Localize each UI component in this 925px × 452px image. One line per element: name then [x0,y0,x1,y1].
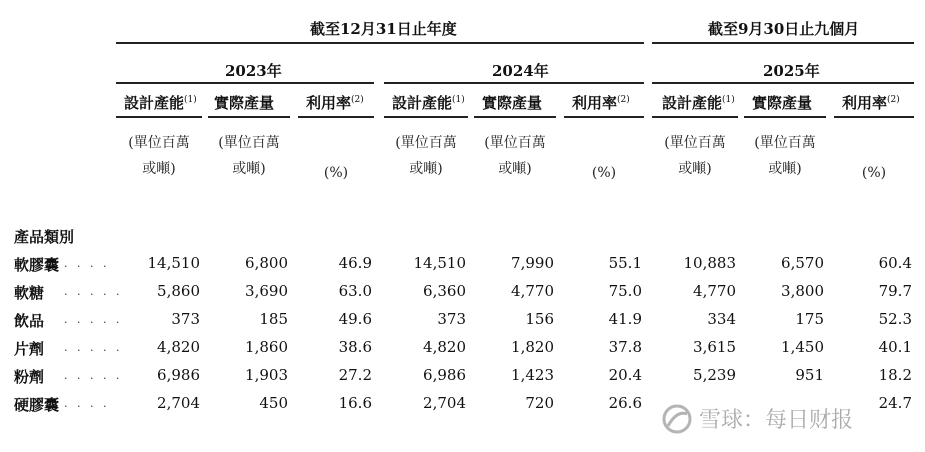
table-cell: 4,820 [423,338,466,356]
unit-capacity-2024: (單位百萬 或噸) [395,135,457,177]
row-label: 片劑 [14,340,45,358]
table-cell: 7,990 [511,254,554,272]
table-cell: 2,704 [157,394,200,412]
snowball-logo-icon [664,406,690,432]
col-rule-2025-a [652,116,738,118]
table-cell: 18.2 [878,366,912,384]
year-header-2023: 2023年 [225,62,282,80]
table-cell: 24.7 [878,394,912,412]
table-cell: 5,239 [693,366,736,384]
table-cell: 38.6 [338,338,372,356]
year-rule-2025 [652,82,914,84]
row-label: 軟糖 [14,284,45,302]
period-rule-fy [116,42,644,44]
table-cell: 6,360 [423,282,466,300]
table-cell: 334 [707,310,736,328]
col-output-2023: 實際產量 [214,94,275,112]
table-cell: 46.9 [338,254,372,272]
watermark [655,396,917,442]
row-leader-dots: . . . . . [64,313,123,326]
table-cell: 185 [259,310,288,328]
table-cell: 79.7 [878,282,912,300]
table-cell: 5,860 [157,282,200,300]
table-cell: 1,820 [511,338,554,356]
unit-pct-2025: (%) [861,165,887,181]
unit-output-2024: (單位百萬 或噸) [484,135,546,177]
year-rule-2023 [116,82,374,84]
col-rule-2024-c [564,116,644,118]
table-cell: 20.4 [608,366,642,384]
table-cell: 75.0 [608,282,642,300]
section-label: 產品類別 [14,228,75,246]
table-cell: 3,800 [781,282,824,300]
row-leader-dots: . . . . . [64,341,123,354]
table-cell: 60.4 [878,254,912,272]
col-rule-2023-b [208,116,290,118]
col-utilization-2023: 利用率$^{(2)}$ [306,94,364,112]
row-leader-dots: . . . . . [64,369,123,382]
year-header-2025: 2025年 [763,62,820,80]
unit-output-2025: (單位百萬 或噸) [754,135,816,177]
row-leader-dots: . . . . [64,397,110,410]
col-rule-2025-c [834,116,914,118]
table-cell: 4,770 [511,282,554,300]
col-rule-2025-b [744,116,826,118]
col-output-2025: 實際產量 [752,94,813,112]
col-capacity-2023: 設計產能$^{(1)}$ [124,94,197,112]
row-label: 飲品 [14,312,45,330]
unit-output-2023: (單位百萬 或噸) [218,135,280,177]
unit-pct-2023: (%) [323,165,349,181]
row-leader-dots: . . . . . [64,285,123,298]
watermark-text: 雪球：每日财报 [699,408,854,433]
table-cell: 2,704 [423,394,466,412]
table-cell: 1,450 [781,338,824,356]
table-cell: 156 [525,310,554,328]
unit-capacity-2023: (單位百萬 或噸) [128,135,190,177]
table-cell: 450 [259,394,288,412]
col-capacity-2025: 設計產能$^{(1)}$ [662,94,735,112]
table-cell: 175 [795,310,824,328]
table-cell: 1,423 [511,366,554,384]
col-rule-2024-b [474,116,556,118]
period-rule-nine-months [652,42,914,44]
period-header-nine-months: 截至9月30日止九個月 [708,20,860,38]
col-utilization-2024: 利用率$^{(2)}$ [572,94,630,112]
table-cell: 27.2 [338,366,372,384]
table-cell: 40.1 [878,338,912,356]
table-cell: 10,883 [683,254,736,272]
col-output-2024: 實際產量 [482,94,543,112]
row-label: 粉劑 [14,368,45,386]
col-rule-2024-a [384,116,468,118]
col-rule-2023-c [298,116,374,118]
table-cell: 4,820 [157,338,200,356]
table-cell: 6,986 [423,366,466,384]
table-cell: 1,860 [245,338,288,356]
table-cell: 52.3 [878,310,912,328]
row-label: 硬膠囊 [14,396,60,414]
table-cell: 951 [795,366,824,384]
table-cell: 3,690 [245,282,288,300]
row-label: 軟膠囊 [14,256,60,274]
period-header-fy: 截至12月31日止年度 [310,20,457,38]
table-cell: 373 [171,310,200,328]
table-cell: 3,615 [693,338,736,356]
table-cell: 14,510 [147,254,200,272]
table-cell: 49.6 [338,310,372,328]
table-cell: 6,570 [781,254,824,272]
table-cell: 16.6 [338,394,372,412]
col-rule-2023-a [116,116,202,118]
table-cell: 4,770 [693,282,736,300]
table-cell: 6,986 [157,366,200,384]
year-rule-2024 [384,82,644,84]
table-cell: 1,903 [245,366,288,384]
unit-capacity-2025: (單位百萬 或噸) [664,135,726,177]
table-cell: 41.9 [608,310,642,328]
row-leader-dots: . . . . [64,257,110,270]
table-cell: 720 [525,394,554,412]
table-cell: 37.8 [608,338,642,356]
year-header-2024: 2024年 [492,62,549,80]
table-cell: 14,510 [413,254,466,272]
table-cell: 373 [437,310,466,328]
table-cell: 55.1 [608,254,642,272]
unit-pct-2024: (%) [591,165,617,181]
table-cell: 26.6 [608,394,642,412]
col-capacity-2024: 設計產能$^{(1)}$ [392,94,465,112]
col-utilization-2025: 利用率$^{(2)}$ [842,94,900,112]
table-cell: 63.0 [338,282,372,300]
table-cell: 6,800 [245,254,288,272]
